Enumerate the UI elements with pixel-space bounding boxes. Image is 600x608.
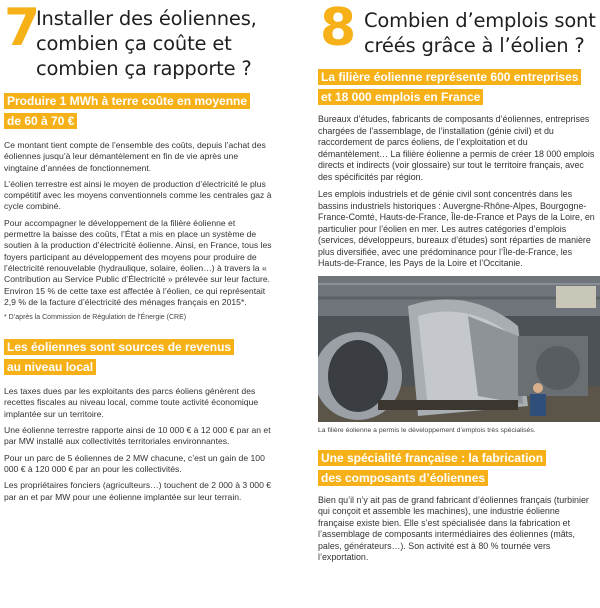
- heading-line: La filière éolienne représente 600 entreprises: [318, 69, 581, 85]
- specialty-heading: [318, 449, 596, 487]
- right-column: [318, 0, 596, 570]
- heading-line: de 60 à 70 €: [4, 113, 77, 129]
- cost-heading: [4, 92, 272, 130]
- heading-line: et 18 000 emplois en France: [318, 89, 483, 105]
- paragraph: Pour accompagner le développement de la filière éolienne et permettre la baisse des coûts, l’État a mis en place un système de soutien à la production d’électricité éolienne. Ainsi, en France, tous les foyers participant au développement des moyens pour produire de l’électricité renouvelable (hydraulique, solaire, éolien…) à travers la « Contribution au Service Public d’Électricité » prélevée sur leur facture. Environ 15 % de cette taxe est affectée à l’éolien, ce qui représentait 2,9 % de la facture d’électricité des ménages français en 2015*.: [4, 217, 272, 307]
- paragraph: Les taxes dues par les exploitants des parcs éoliens génèrent des recettes fiscales au niveau local, comme toute activité économique implantée sur un territoire.: [4, 386, 259, 419]
- paragraph: Une éolienne terrestre rapporte ainsi de 10 000 € à 12 000 € par an et par MW installé aux collectivités territoriales environnantes.: [4, 425, 271, 447]
- heading-line: Produire 1 MWh à terre coûte en moyenne: [4, 93, 250, 109]
- title-line: Combien d’emplois sont: [364, 9, 596, 32]
- heading-line: Les éoliennes sont sources de revenus: [4, 339, 234, 355]
- left-column: [4, 0, 272, 508]
- factory-illustration: [318, 276, 600, 422]
- jobs-heading: [318, 68, 596, 106]
- paragraph: Les propriétaires fonciers (agriculteurs…) touchent de 2 000 à 3 000 € par an et par MW pour une éolienne implantée sur leur terrain.: [4, 480, 272, 502]
- photo-caption: La filière éolienne a permis le développement d’emplois très spécialisés.: [318, 426, 536, 434]
- right-header: [318, 0, 596, 68]
- paragraph: L’éolien terrestre est ainsi le moyen de production d’électricité le plus compétitif avec les moyens conventionnels comme les centrales gaz à cycle combiné.: [4, 178, 272, 212]
- paragraph: Bureaux d’études, fabricants de composants d’éoliennes, entreprises chargées de l’assemblage, de l’installation (génie civil) et du raccordement de parcs éoliens, de l’exploitation et du démantèlement… La filière éolienne a permis de créer 18 000 emplois directs et indirects (voir glossaire) sur tout le territoire français, avec des spécificités par région.: [318, 114, 595, 182]
- heading-line: Une spécialité française : la fabrication: [318, 450, 546, 466]
- left-title: [36, 6, 257, 81]
- revenue-heading: [4, 338, 272, 376]
- paragraph: Bien qu’il n’y ait pas de grand fabricant d’éoliennes français (turbinier qui conçoit et assemble les machines), une industrie éolienne française existe bien. Elle s’est spécialisée dans la fabrication et l’assemblage de composants intermédiaires des éoliennes (mâts, pales, générateurs…). Son activité est à 80 % tournée vers l’exportation.: [318, 494, 589, 562]
- factory-photo: [318, 276, 600, 422]
- title-line: combien ça coûte et: [36, 32, 232, 55]
- paragraph: Ce montant tient compte de l’ensemble des coûts, depuis l’achat des éoliennes jusqu’à leur démantèlement en fin de vie après une vingtaine d’années de fonctionnement.: [4, 140, 266, 173]
- heading-line: des composants d’éoliennes: [318, 470, 488, 486]
- title-line: Installer des éoliennes,: [36, 7, 257, 30]
- right-title: [364, 8, 596, 58]
- paragraph: Pour un parc de 5 éoliennes de 2 MW chacune, c’est un gain de 100 000 € à 120 000 € par an pour les collectivités.: [4, 452, 265, 474]
- title-line: créés grâce à l’éolien ?: [364, 34, 585, 57]
- section-number-8: 8: [320, 0, 357, 58]
- section-number-7: 7: [4, 0, 41, 58]
- left-header: [4, 0, 272, 88]
- heading-line: au niveau local: [4, 359, 96, 375]
- footnote: * D’après la Commission de Régulation de l’Énergie (CRE): [4, 314, 187, 322]
- title-line: combien ça rapporte ?: [36, 57, 252, 80]
- paragraph: Les emplois industriels et de génie civil sont concentrés dans les bassins industriels historiques : Auvergne-Rhône-Alpes, Bourgogne-France-Comté, Hauts-de-France, Île-de-France et Pays de la Loire, en particulier pour l’éolien en mer. Les autres catégories d’emplois (services, développeurs, bureaux d’études) sont réparties de manière plus diversifiée, avec une prédominance pour l’Île-de-France, les Hauts-de-France, les Pays de la Loire et l’Occitanie.: [318, 189, 595, 268]
